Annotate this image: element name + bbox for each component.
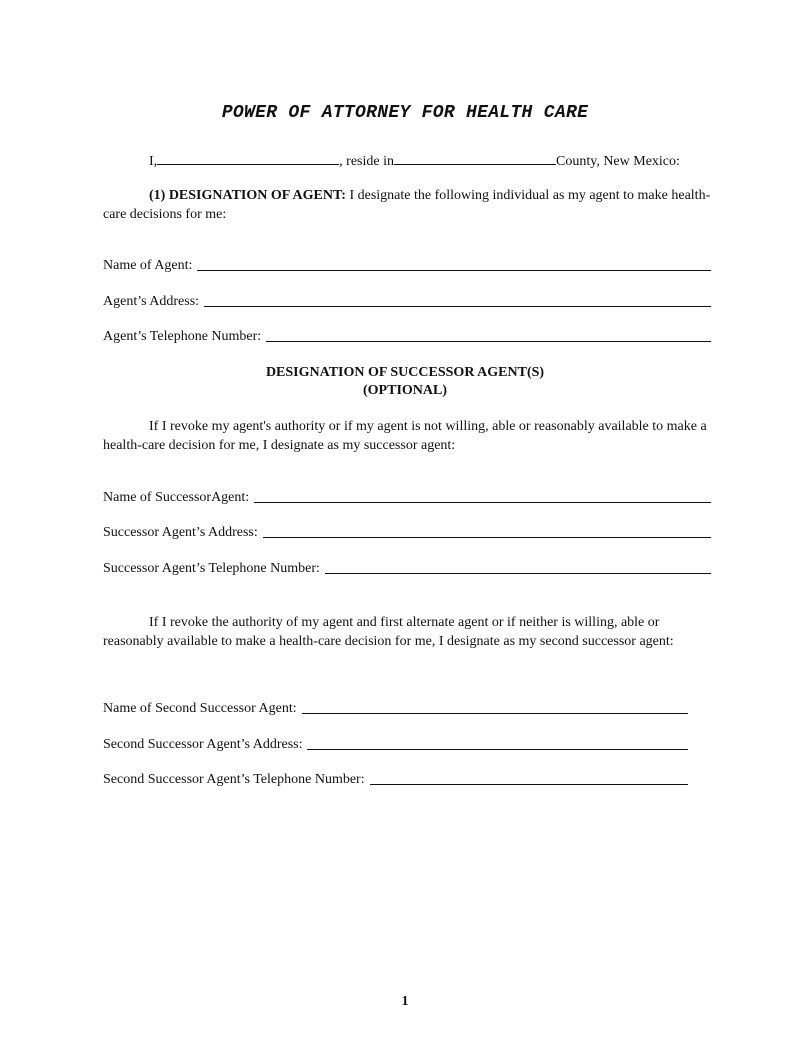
intro-middle: , reside in <box>339 154 394 169</box>
successor-address-field[interactable] <box>263 523 711 538</box>
section1-paragraph <box>103 186 711 224</box>
successor-phone-row <box>103 559 711 577</box>
principal-name-field[interactable] <box>157 150 339 165</box>
successor-phone-field[interactable] <box>325 559 711 574</box>
page-number: 1 <box>401 994 409 1009</box>
second-phone-row <box>103 770 688 788</box>
second-successor-paragraph: If I revoke the authority of my agent and first alternate agent or if neither is willing, able or reasonably available to make a health-care decision for me, I designate as my second successor agent: <box>103 615 674 649</box>
successor-name-row <box>103 488 711 506</box>
successor-paragraph: If I revoke my agent's authority or if my agent is not willing, able or reasonably available to make a health-care decision for me, I designate as my successor agent: <box>103 419 707 453</box>
intro-prefix: I, <box>149 154 158 169</box>
successor-heading-line2: (OPTIONAL) <box>363 383 447 398</box>
second-phone-field[interactable] <box>370 770 688 785</box>
second-address-label: Second Successor Agent’s Address: <box>103 737 303 752</box>
second-phone-label: Second Successor Agent’s Telephone Number: <box>103 772 365 787</box>
section1-heading: (1) DESIGNATION OF AGENT: <box>149 188 346 203</box>
agent-phone-field[interactable] <box>266 327 711 342</box>
agent-phone-row <box>103 327 711 345</box>
successor-address-row <box>103 523 711 541</box>
intro-line <box>149 150 680 170</box>
successor-heading-line1: DESIGNATION OF SUCCESSOR AGENT(S) <box>265 365 545 380</box>
agent-address-row <box>103 292 711 310</box>
second-name-label: Name of Second Successor Agent: <box>103 701 297 716</box>
second-name-field[interactable] <box>302 699 688 714</box>
second-name-row <box>103 699 688 717</box>
agent-phone-label: Agent’s Telephone Number: <box>103 329 262 344</box>
intro-suffix: County, New Mexico: <box>556 154 680 169</box>
successor-address-label: Successor Agent’s Address: <box>103 525 258 540</box>
successor-name-label: Name of SuccessorAgent: <box>103 490 250 505</box>
county-field[interactable] <box>394 150 556 165</box>
successor-name-field[interactable] <box>254 488 711 503</box>
section1-text: I designate the following individual as my agent to make health-care decisions for me: <box>103 188 711 222</box>
agent-address-field[interactable] <box>204 292 711 307</box>
successor-heading <box>0 364 810 400</box>
document-title: POWER OF ATTORNEY FOR HEALTH CARE <box>221 103 589 123</box>
agent-address-label: Agent’s Address: <box>103 294 200 309</box>
second-address-row <box>103 735 688 753</box>
second-address-field[interactable] <box>307 735 688 750</box>
agent-name-field[interactable] <box>197 256 711 271</box>
agent-name-row <box>103 256 711 274</box>
successor-phone-label: Successor Agent’s Telephone Number: <box>103 561 320 576</box>
agent-name-label: Name of Agent: <box>103 258 193 273</box>
